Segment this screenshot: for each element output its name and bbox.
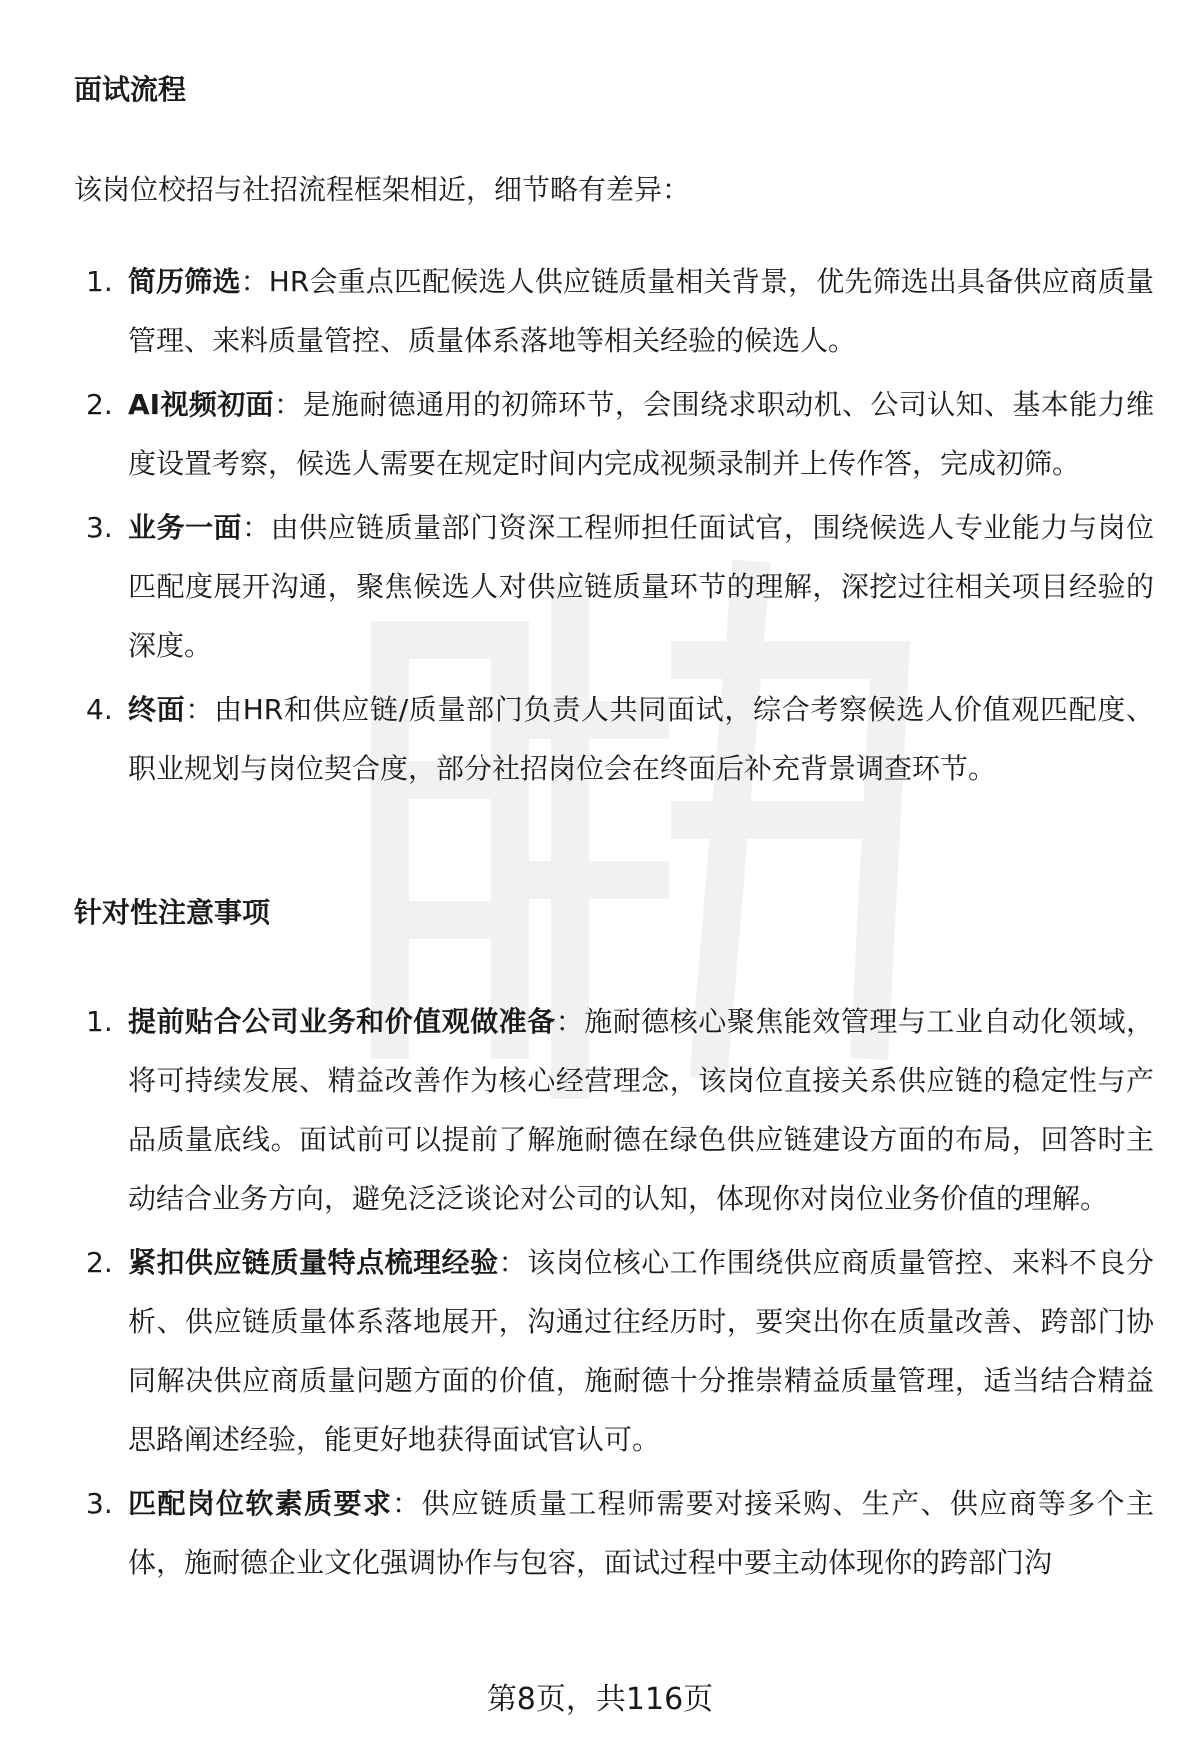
item-text: 供应链质量工程师需要对接采购、生产、供应商等多个主体，施耐德企业文化强调协作与包容，面试过程中要主动体现你的跨部门沟 [128,1487,1154,1579]
item-title: 简历筛选 [128,265,241,298]
list-number: 2. [86,1246,113,1279]
item-title: AI视频初面 [128,388,275,421]
list-item [74,375,1154,493]
section-title-interview-process: 面试流程 [74,73,187,106]
item-title: 紧扣供应链质量特点梳理经验 [128,1246,499,1279]
item-text: 该岗位核心工作围绕供应商质量管控、来料不良分析、供应链质量体系落地展开，沟通过往经历时，要突出你在质量改善、跨部门协同解决供应商质量问题方面的价值，施耐德十分推崇精益质量管理，适当结合精益思路阐述经验，能更好地获得面试官认可。 [128,1246,1154,1456]
item-text: 由HR和供应链/质量部门负责人共同面试，综合考察候选人价值观匹配度、职业规划与岗位契合度，部分社招岗位会在终面后补充背景调查环节。 [128,693,1154,785]
item-text: 由供应链质量部门资深工程师担任面试官，围绕候选人专业能力与岗位匹配度展开沟通，聚焦候选人对供应链质量环节的理解，深挖过往相关项目经验的深度。 [128,511,1154,662]
list-number: 4. [86,693,113,726]
intro-paragraph: 该岗位校招与社招流程框架相近，细节略有差异： [74,173,691,206]
item-separator: ： [392,1487,422,1520]
item-title: 匹配岗位软素质要求 [128,1487,393,1520]
list-number: 3. [86,511,113,544]
interview-process-list [74,252,1154,803]
list-number: 3. [86,1487,113,1520]
item-separator: ： [242,511,271,544]
item-title: 提前贴合公司业务和价值观做准备 [128,1005,556,1038]
item-separator: ： [555,1005,585,1038]
list-item [74,252,1154,370]
list-number: 1. [86,265,113,298]
item-text: 是施耐德通用的初筛环节，会围绕求职动机、公司认知、基本能力维度设置考察，候选人需要在规定时间内完成视频录制并上传作答，完成初筛。 [128,388,1154,480]
list-item [74,1233,1154,1469]
item-text: 施耐德核心聚焦能效管理与工业自动化领域，将可持续发展、精益改善作为核心经营理念，该岗位直接关系供应链的稳定性与产品质量底线。面试前可以提前了解施耐德在绿色供应链建设方面的布局，回答时主动结合业务方向，避免泛泛谈论对公司的认知，体现你对岗位业务价值的理解。 [128,1005,1154,1215]
item-text: HR会重点匹配候选人供应链质量相关背景，优先筛选出具备供应商质量管理、来料质量管控、质量体系落地等相关经验的候选人。 [128,265,1154,357]
item-separator: ： [274,388,303,421]
list-item [74,680,1154,798]
item-title: 业务一面 [128,511,243,544]
list-item [74,992,1154,1228]
item-title: 终面 [128,693,186,726]
item-separator: ： [185,693,215,726]
notes-list [74,992,1154,1597]
list-item [74,498,1154,675]
list-number: 2. [86,388,113,421]
item-separator: ： [498,1246,528,1279]
page-number-footer: 第8页，共116页 [486,1682,714,1717]
list-item [74,1474,1154,1592]
section-title-notes: 针对性注意事项 [74,896,271,929]
item-separator: ： [240,265,269,298]
list-number: 1. [86,1005,113,1038]
